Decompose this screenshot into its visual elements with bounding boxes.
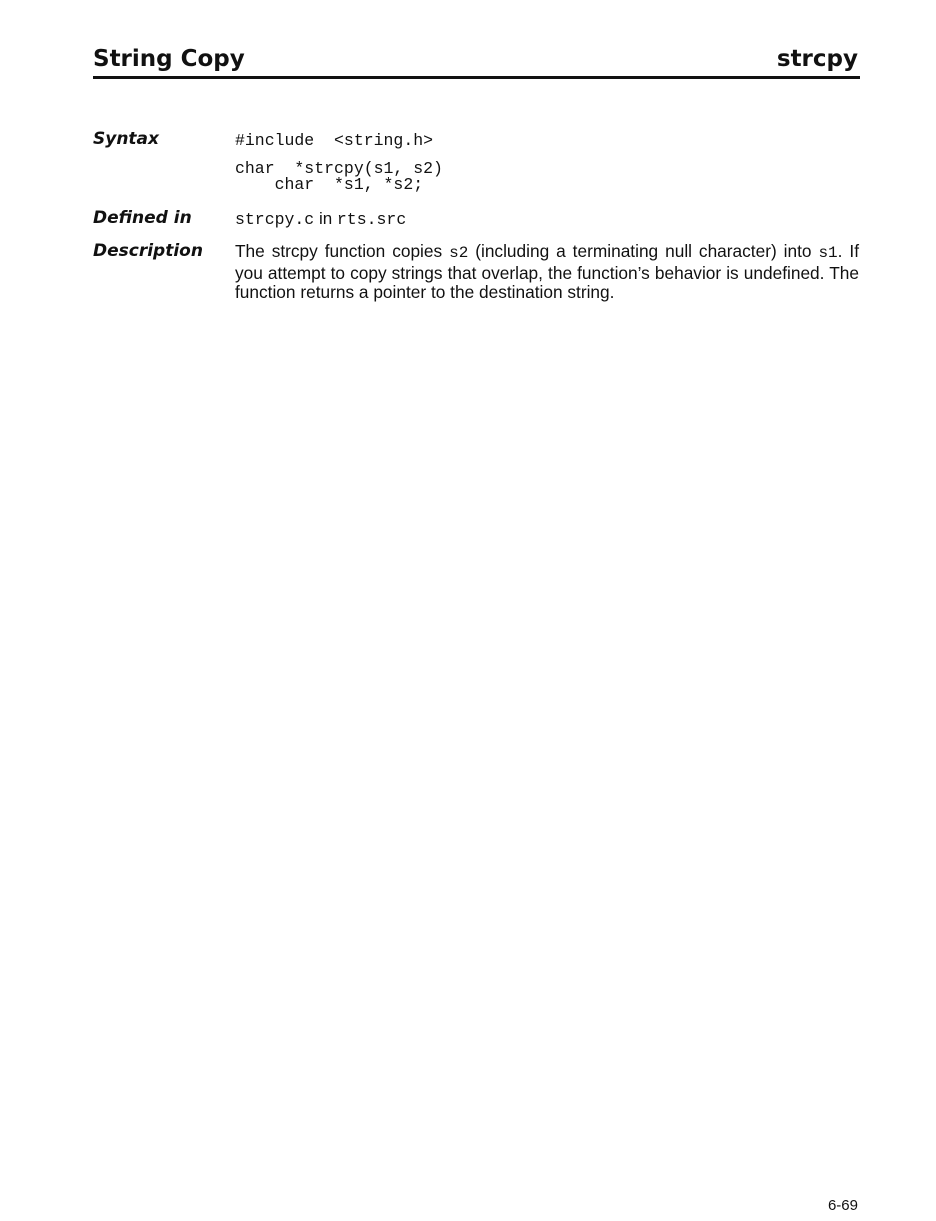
page-title: String Copy <box>93 46 245 72</box>
params-line: char *s1, *s2; <box>235 175 424 194</box>
description-part-3: . If you attempt to copy strings that overlap, the function’s behavior is undefined. The function returns a pointer to the destination string. <box>235 241 859 302</box>
syntax-label: Syntax <box>93 129 159 149</box>
include-line: #include <string.h> <box>235 131 434 150</box>
signature-line: char *strcpy(s1, s2) <box>235 159 443 178</box>
function-name-heading: strcpy <box>776 46 858 72</box>
page-number: 6-69 <box>827 1197 858 1214</box>
page-header <box>93 44 860 76</box>
defined-in-value <box>235 209 406 230</box>
header-rule <box>93 76 860 79</box>
defined-in-label: Defined in <box>93 208 192 228</box>
description-text <box>235 242 859 303</box>
description-label: Description <box>93 241 203 261</box>
source-archive: rts.src <box>336 210 407 229</box>
defined-in-connector: in <box>314 209 337 228</box>
description-part-1: The strcpy function copies <box>235 241 450 261</box>
source-file: strcpy.c <box>235 210 315 229</box>
description-code-s1: s1 <box>818 244 838 262</box>
description-part-2: (including a terminating null character) into <box>468 241 819 261</box>
description-code-s2: s2 <box>449 244 469 262</box>
